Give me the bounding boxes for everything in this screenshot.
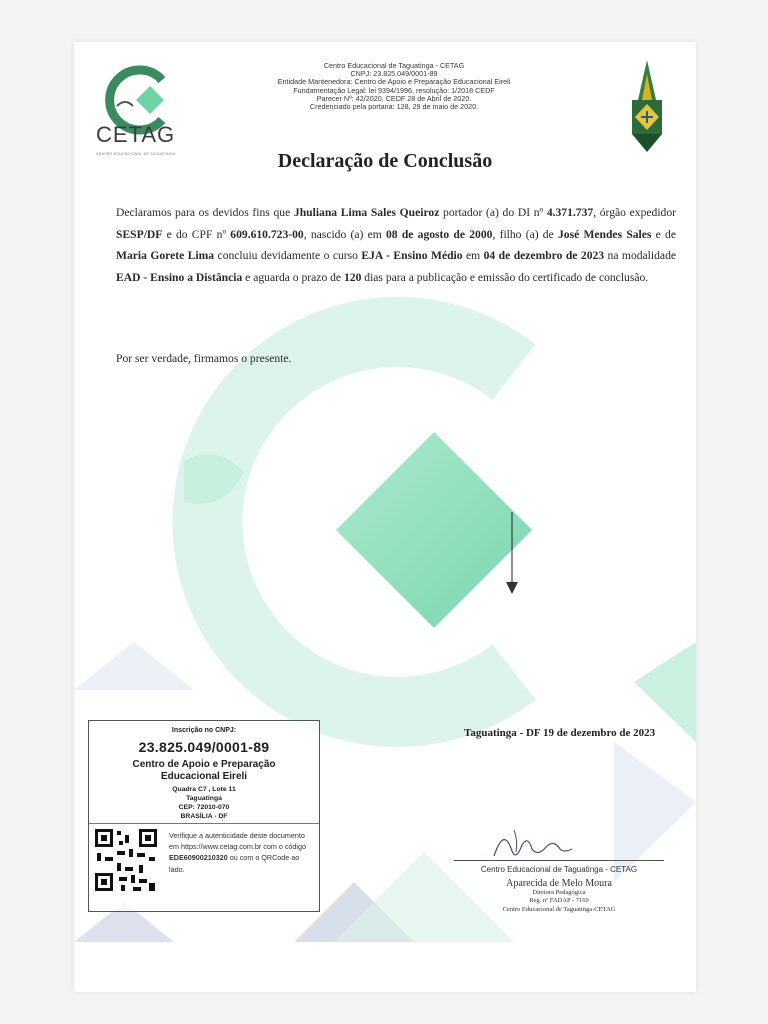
stamp-address: BRASÍLIA - DF — [180, 813, 228, 820]
signature-entity: Centro Educacional de Taguatinga - CETAG — [480, 865, 638, 874]
father-name: José Mendes Sales — [557, 227, 652, 241]
stamp-company-line2: Educacional Eireli — [160, 771, 248, 782]
signer-stamp — [484, 878, 634, 914]
cpf-number: 609.610.723-00 — [230, 227, 304, 241]
declaration-paragraph: Declaramos para os devidos fins que Jhuliana Lima Sales Queiroz portador (a) do DI nº 4.371.737, órgão expedidor SESP/DF e do CPF nº 609.610.723-00, nascido (a) em 08 de agosto de 2000, filho (a) de José Mendes Sales e de Maria Gorete Lima concluiu devidamente o curso EJA - Ensino Médio em 04 de dezembro de 2023 na modalidade EAD - Ensino a Distância e aguarda o prazo de 120 dias para a publicação e emissão do certificado de conclusão. — [116, 206, 677, 284]
stamp-address: CEP: 72010-070 — [178, 804, 230, 811]
signer-institution: Centro Educacional de Taguatinga-CETAG — [502, 905, 616, 913]
header-line: Entidade Mantenedora: Centro de Apoio e Preparação Educacional Eireli — [277, 77, 511, 87]
header-line: Credenciado pela portaria: 128, 29 de maio de 2020. — [309, 102, 479, 112]
logo-text: CETAG — [96, 122, 176, 147]
federal-district-crest-icon — [622, 60, 672, 154]
verification-text: Verifique a autenticidade deste documento em https://www.cetag.com.br com o código EDE60900210320 ou com o QRCode ao lado. — [169, 831, 307, 874]
id-number: 4.371.737 — [546, 206, 594, 219]
cnpj-stamp — [88, 720, 320, 912]
signer-name: Aparecida de Melo Moura — [506, 878, 612, 889]
document-page — [74, 42, 696, 992]
stamp-company-line1: Centro de Apoio e Preparação — [132, 759, 276, 770]
days-count: 120 — [343, 270, 362, 284]
header-line: Fundamentação Legal: lei 9394/1996, resolução: 1/2018 CEDF — [293, 85, 495, 95]
stamp-divider — [89, 823, 319, 824]
mother-name: Maria Gorete Lima — [116, 249, 215, 262]
stamp-label: Inscrição no CNPJ: — [171, 727, 237, 734]
header-line: CNPJ: 23.825.049/0001-89 — [350, 69, 438, 79]
logo-subtitle: CENTRO EDUCACIONAL DE TAGUATINGA — [96, 152, 176, 156]
stamp-address: Quadra C7 , Lote 11 — [172, 786, 236, 793]
signer-role: Diretora Pedagógica — [532, 889, 586, 896]
stamp-address: Taguatinga — [186, 795, 222, 802]
header-line: Parecer Nº: 42/2020, CEDF 28 de Abril de 2020. — [316, 93, 472, 103]
document-title: Declaração de Conclusão — [277, 150, 493, 172]
signer-registration: Reg. nº FADAP - 7169 — [529, 897, 589, 905]
qr-code-icon[interactable] — [93, 827, 159, 893]
course-name: EJA - Ensino Médio — [361, 249, 463, 262]
issuer: SESP/DF — [116, 227, 163, 241]
institution-header — [234, 62, 554, 111]
stamp-cnpj: 23.825.049/0001-89 — [138, 739, 270, 755]
student-name: Jhuliana Lima Sales Queiroz — [293, 206, 440, 219]
closing-statement: Por ser verdade, firmamos o presente. — [116, 352, 292, 365]
issue-date-line: Taguatinga - DF 19 de dezembro de 2023 — [464, 727, 656, 739]
modality: EAD - Ensino a Distância — [116, 270, 243, 284]
signature-line — [454, 860, 664, 861]
completion-date: 04 de dezembro de 2023 — [483, 249, 605, 262]
verification-code: EDE60900210320 — [169, 853, 228, 863]
birth-date: 08 de agosto de 2000 — [386, 227, 493, 241]
header-line: Centro Educacional de Taguatinga - CETAG — [323, 61, 465, 70]
